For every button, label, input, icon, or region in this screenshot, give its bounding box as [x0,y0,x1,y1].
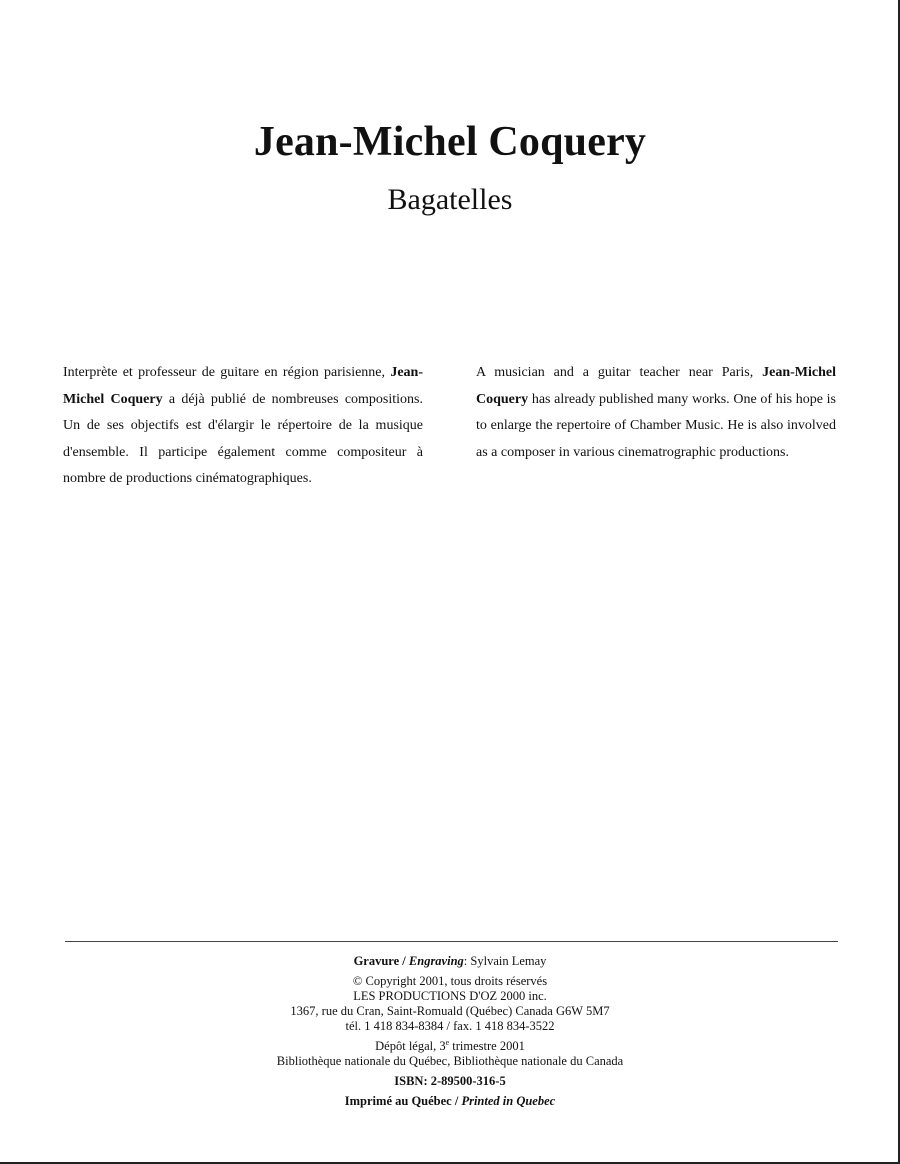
divider-line [65,941,838,942]
publisher-phone-fax: tél. 1 418 834-8384 / fax. 1 418 834-3522 [345,1019,555,1033]
copyright-line: © Copyright 2001, tous droits réservés [352,974,548,988]
engraving-name: : Sylvain Lemay [463,954,547,968]
credits-block [0,954,900,1109]
printed-line [0,1094,900,1109]
bio-en-composer-name: Jean-Michel Coquery [476,365,836,407]
publisher-address: 1367, rue du Cran, Saint-Romuald (Québec) Canada G6W 5M7 [290,1004,610,1018]
publisher-name: LES PRODUCTIONS D'OZ 2000 inc. [353,989,547,1003]
bio-fr-text-2: a déjà publié de nombreuses compositions. Un de ses objectifs est d'élargir le répertoire de la musique d'ensemble. Il participe également comme compositeur à nombre de productions cinématographiques. [63,391,423,486]
bio-en-text-1: A musician and a guitar teacher near Paris, [476,365,763,380]
bio-english [476,360,836,466]
printed-fr: Imprimé au Québec / [344,1094,462,1108]
legal-deposit-sup: e [445,1037,450,1047]
bio-french [63,360,423,493]
engraving-label-fr: Gravure / [353,954,409,968]
bio-en-text-2: has already published many works. One of his hope is to enlarge the repertoire of Chamber Music. He is also involved as a composer in various cinematrographic productions. [476,391,836,460]
libraries-line: Bibliothèque nationale du Québec, Bibliothèque nationale du Canada [276,1054,624,1068]
bio-fr-composer-name: Jean-Michel Coquery [63,365,423,407]
composer-title: Jean-Michel Coquery [253,119,647,165]
printed-en: Printed in Quebec [461,1094,556,1108]
bio-fr-text-1: Interprète et professeur de guitare en région parisienne, [63,365,391,380]
legal-deposit-suffix: trimestre 2001 [449,1039,525,1053]
isbn-line: ISBN: 2-89500-316-5 [394,1074,506,1088]
engraving-label-en: Engraving [408,954,464,968]
work-title: Bagatelles [387,183,513,216]
engraving-credit [0,954,900,969]
legal-deposit-prefix: Dépôt légal, 3 [375,1039,446,1053]
legal-deposit [0,1039,900,1054]
